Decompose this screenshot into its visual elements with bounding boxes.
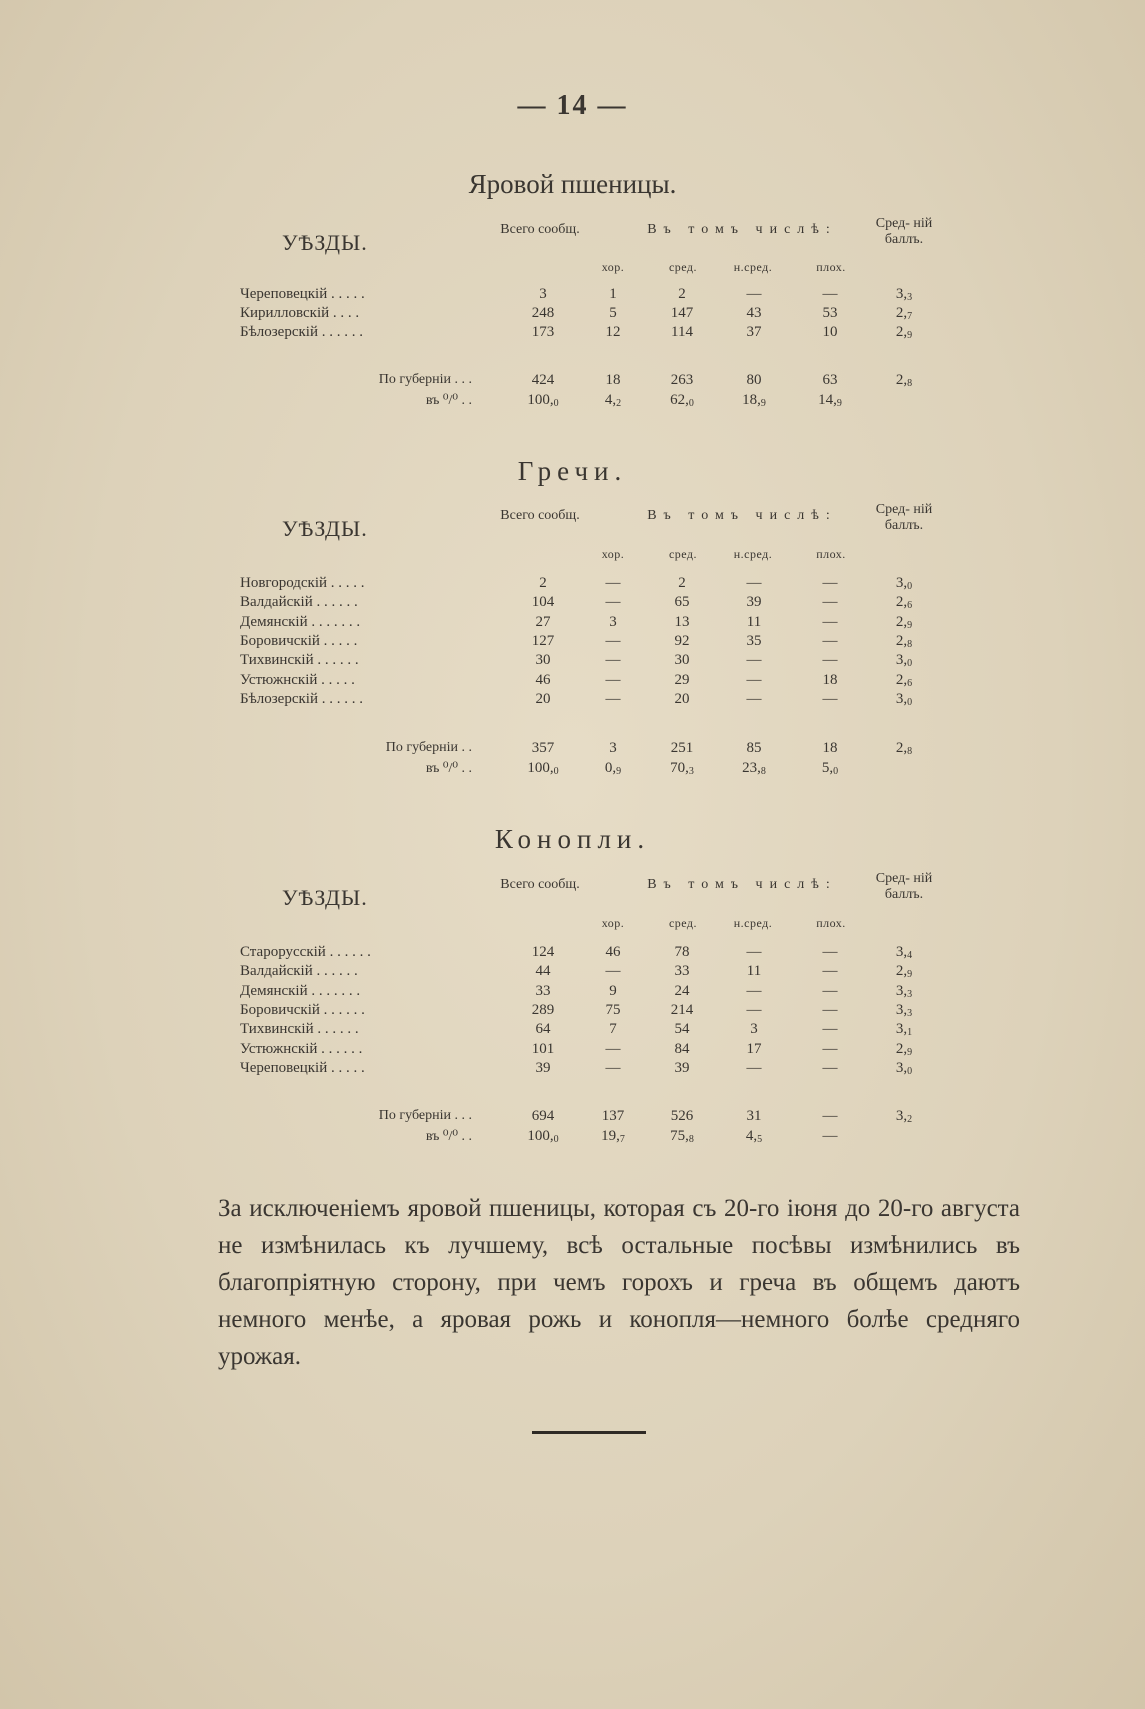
table-row <box>0 633 1145 652</box>
cell-value: $2,_9$ <box>895 963 913 981</box>
row-label <box>240 983 472 1000</box>
leader-dots: . . . . . <box>327 1059 365 1076</box>
row-label <box>240 614 472 631</box>
total-label: въ ⁰/⁰ . . <box>425 761 472 776</box>
cell-value: 85 <box>746 740 762 756</box>
cell-value: 137 <box>601 1108 625 1124</box>
total-label: въ ⁰/⁰ . . <box>425 393 472 408</box>
sub-header: сред. <box>668 916 698 930</box>
table-title: Конопли. <box>494 824 651 854</box>
cell-value: $4,_2$ <box>604 392 622 409</box>
cell-value: 11 <box>746 613 762 630</box>
cell-value: — <box>605 575 621 591</box>
district-name: Старорусскій <box>240 944 326 960</box>
cell-value: 1 <box>609 286 617 302</box>
table-title: Яровой пшеницы. <box>468 169 677 199</box>
row-label <box>240 944 472 961</box>
cell-value: $75,_8$ <box>670 1128 694 1145</box>
cell-value: 18 <box>605 372 621 388</box>
cell-value: — <box>822 1021 838 1038</box>
cell-value: 63 <box>822 372 838 388</box>
leader-dots: . . . . . . <box>312 594 358 611</box>
cell-value: — <box>822 944 838 960</box>
cell-value: 64 <box>535 1021 551 1038</box>
cell-value: 9 <box>609 982 617 999</box>
cell-value: 248 <box>531 305 555 321</box>
sub-header: хор. <box>601 260 625 274</box>
leader-dots: . . . . . . <box>313 1021 359 1038</box>
cell-value: $18,_9$ <box>742 392 766 409</box>
table-row <box>0 575 1145 594</box>
cell-value: — <box>822 286 838 302</box>
cell-value: — <box>822 575 838 591</box>
district-name: Валдайскій <box>240 594 313 611</box>
row-label <box>240 652 472 669</box>
cell-value: — <box>822 1040 838 1057</box>
header-vtom-chisle: Въ томъ числѣ: <box>647 877 837 892</box>
page-number: — 14 — <box>517 90 628 121</box>
row-label <box>240 1021 472 1038</box>
cell-value: — <box>822 1108 838 1124</box>
header-uezdy: УѢЗДЫ. <box>282 885 368 910</box>
cell-value: 65 <box>674 594 690 611</box>
cell-value: 173 <box>531 324 555 340</box>
cell-value: — <box>605 963 621 980</box>
cell-value: $14,_9$ <box>818 392 842 409</box>
cell-value: $100,_0$ <box>527 392 559 409</box>
district-name: Череповецкій <box>240 286 328 302</box>
cell-value: — <box>746 690 762 707</box>
district-name: Валдайскій <box>240 963 313 980</box>
district-name: Кирилловскій <box>240 305 330 321</box>
table-title: Гречи. <box>517 456 628 486</box>
district-name: Устюжнскій <box>240 671 318 688</box>
cell-value: 30 <box>674 652 690 669</box>
cell-value: 101 <box>531 1040 555 1057</box>
cell-value: $3,_3$ <box>895 982 913 1000</box>
cell-value: 31 <box>746 1108 762 1124</box>
cell-value: 35 <box>746 632 762 649</box>
cell-value: 39 <box>674 1059 690 1076</box>
cell-value: — <box>822 1001 838 1018</box>
cell-value: $2,_7$ <box>895 305 913 322</box>
cell-value: — <box>822 690 838 707</box>
cell-value: 53 <box>822 305 838 321</box>
cell-value: 2 <box>539 575 547 591</box>
cell-value: — <box>746 944 762 960</box>
cell-value: 2 <box>678 286 686 302</box>
row-label <box>240 324 472 341</box>
header-vsego: Всего сообщ. <box>500 508 580 523</box>
cell-value: — <box>746 575 762 591</box>
cell-value: $3,_0$ <box>895 652 913 670</box>
cell-value: $3,_0$ <box>895 1059 913 1077</box>
leader-dots: . . . . . . <box>317 1040 363 1057</box>
row-label <box>240 286 472 303</box>
cell-value: 147 <box>670 305 694 321</box>
leader-dots: . . . . . <box>327 286 365 302</box>
cell-value: — <box>822 652 838 669</box>
cell-value: $100,_0$ <box>527 1128 559 1145</box>
cell-value: — <box>822 1059 838 1076</box>
leader-dots: . . . . . <box>327 575 365 591</box>
cell-value: 39 <box>746 594 762 611</box>
cell-value: — <box>746 671 762 688</box>
cell-value: — <box>605 1059 621 1076</box>
cell-value: 24 <box>674 982 690 999</box>
cell-value: $2,_8$ <box>895 740 913 757</box>
table-row <box>0 672 1145 691</box>
header-avg-ball: Сред- ній баллъ. <box>875 871 933 902</box>
table-row <box>0 652 1145 671</box>
cell-value: $2,_9$ <box>895 1040 913 1058</box>
sub-header: н.сред. <box>733 547 773 561</box>
row-label <box>240 1060 472 1077</box>
cell-value: 33 <box>535 982 551 999</box>
leader-dots: . . . . . <box>317 671 355 688</box>
cell-value: 263 <box>670 372 694 388</box>
cell-value: 694 <box>531 1108 555 1124</box>
row-label <box>240 633 472 650</box>
sub-header: сред. <box>668 260 698 274</box>
cell-value: $2,_6$ <box>895 594 913 612</box>
cell-value: $23,_8$ <box>742 760 766 777</box>
cell-value: — <box>746 1001 762 1018</box>
cell-value: 44 <box>535 963 551 980</box>
cell-value: 17 <box>746 1040 762 1057</box>
row-label <box>240 575 472 592</box>
cell-value: $19,_7$ <box>601 1128 625 1145</box>
district-name: Демянскій <box>240 613 308 630</box>
cell-value: 104 <box>531 594 555 611</box>
header-vtom-chisle: Въ томъ числѣ: <box>647 222 837 237</box>
cell-value: 39 <box>535 1059 551 1076</box>
cell-value: 357 <box>531 740 555 756</box>
cell-value: $100,_0$ <box>527 760 559 777</box>
cell-value: 127 <box>531 632 555 649</box>
cell-value: — <box>605 671 621 688</box>
cell-value: 37 <box>746 324 762 340</box>
sub-header: н.сред. <box>733 260 773 274</box>
cell-value: 29 <box>674 671 690 688</box>
leader-dots: . . . . . . <box>313 652 359 669</box>
total-label: въ ⁰/⁰ . . <box>425 1129 472 1144</box>
cell-value: 124 <box>531 944 555 960</box>
leader-dots: . . . . . . <box>325 944 371 960</box>
district-name: Боровичскій <box>240 632 320 649</box>
total-row <box>0 1108 1145 1127</box>
cell-value: 13 <box>674 613 690 630</box>
cell-value: 3 <box>609 613 617 630</box>
table-row <box>0 286 1145 305</box>
leader-dots: . . . . . . . <box>307 982 361 999</box>
district-name: Устюжнскій <box>240 1040 318 1057</box>
leader-dots: . . . . . <box>319 632 358 649</box>
cell-value: — <box>822 613 838 630</box>
cell-value: — <box>605 1040 621 1057</box>
sub-header: н.сред. <box>733 916 773 930</box>
header-vsego: Всего сообщ. <box>500 222 580 237</box>
cell-value: 526 <box>670 1108 694 1124</box>
district-name: Демянскій <box>240 982 308 999</box>
cell-value: 78 <box>674 944 690 960</box>
header-vsego: Всего сообщ. <box>500 877 580 892</box>
cell-value: — <box>822 963 838 980</box>
cell-value: 33 <box>674 963 690 980</box>
total-row <box>0 1128 1145 1147</box>
district-name: Череповецкій <box>240 1059 328 1076</box>
table-row <box>0 1060 1145 1079</box>
cell-value: 75 <box>605 1001 621 1018</box>
cell-value: 18 <box>822 740 838 756</box>
cell-value: — <box>605 632 621 649</box>
row-label <box>240 672 472 689</box>
district-name: Боровичскій <box>240 1001 320 1018</box>
leader-dots: . . . . . . . <box>307 613 361 630</box>
header-uezdy: УѢЗДЫ. <box>282 516 368 541</box>
total-label: По губерніи . . <box>385 740 472 755</box>
cell-value: $2,_8$ <box>895 372 913 389</box>
cell-value: 114 <box>671 324 693 340</box>
row-label <box>240 1002 472 1019</box>
cell-value: $62,_0$ <box>670 392 694 409</box>
cell-value: 92 <box>674 632 690 649</box>
table-row <box>0 944 1145 963</box>
leader-dots: . . . . . . <box>312 963 358 980</box>
cell-value: 20 <box>674 690 690 707</box>
district-name: Новгородскій <box>240 575 328 591</box>
cell-value: 84 <box>674 1040 690 1057</box>
cell-value: $2,_6$ <box>895 671 913 689</box>
cell-value: 46 <box>605 944 621 960</box>
cell-value: $3,_0$ <box>895 690 913 708</box>
sub-header: плох. <box>816 547 846 561</box>
cell-value: — <box>746 652 762 669</box>
cell-value: 251 <box>670 740 694 756</box>
district-name: Тихвинскій <box>240 1021 314 1038</box>
row-label <box>240 594 472 611</box>
total-row <box>0 740 1145 759</box>
cell-value: 27 <box>535 613 551 630</box>
cell-value: 5 <box>609 305 617 321</box>
cell-value: $0,_9$ <box>604 760 622 777</box>
cell-value: 7 <box>609 1021 617 1038</box>
row-label <box>240 963 472 980</box>
total-row <box>0 392 1145 411</box>
cell-value: 30 <box>535 652 551 669</box>
summary-paragraph: За исключеніемъ яровой пшеницы, которая съ 20-го іюня до 20-го августа не измѣнилась къ лучшему, всѣ остальные посѣвы измѣнились въ благопріятную сторону, при чемъ горохъ и греча въ общемъ даютъ немного менѣе, а яровая рожь и конопля—немного болѣе средняго урожая. <box>218 1195 1020 1370</box>
cell-value: $2,_8$ <box>895 632 913 650</box>
cell-value: 214 <box>670 1001 694 1018</box>
cell-value: $3,_0$ <box>895 575 913 592</box>
cell-value: 54 <box>674 1021 690 1038</box>
leader-dots: . . . . . . <box>319 1001 365 1018</box>
sub-header: плох. <box>816 260 846 274</box>
cell-value: — <box>746 982 762 999</box>
table-row <box>0 691 1145 710</box>
cell-value: — <box>605 594 621 611</box>
header-vtom-chisle: Въ томъ числѣ: <box>647 508 837 523</box>
leader-dots: . . . . . . <box>317 690 363 707</box>
header-avg-ball: Сред- ній баллъ. <box>875 502 933 533</box>
total-label: По губерніи . . . <box>378 372 472 387</box>
cell-value: 10 <box>822 324 838 340</box>
cell-value: 12 <box>605 324 621 340</box>
table-row <box>0 963 1145 982</box>
sub-header: плох. <box>816 916 846 930</box>
district-name: Бѣлозерскій <box>240 690 318 707</box>
cell-value: 289 <box>531 1001 555 1018</box>
cell-value: $3,_3$ <box>895 286 913 303</box>
cell-value: 3 <box>539 286 547 302</box>
cell-value: — <box>746 286 762 302</box>
cell-value: 80 <box>746 372 762 388</box>
cell-value: — <box>605 690 621 707</box>
total-row <box>0 760 1145 779</box>
table-row <box>0 1021 1145 1040</box>
cell-value: $3,_1$ <box>895 1021 913 1039</box>
cell-value: 3 <box>609 740 617 756</box>
table-row <box>0 594 1145 613</box>
total-row <box>0 372 1145 391</box>
header-avg-ball: Сред- ній баллъ. <box>875 216 933 247</box>
cell-value: — <box>822 632 838 649</box>
cell-value: $3,_3$ <box>895 1001 913 1019</box>
cell-value: $70,_3$ <box>670 760 694 777</box>
table-row <box>0 1002 1145 1021</box>
sub-header: хор. <box>601 916 625 930</box>
table-row <box>0 305 1145 324</box>
sub-header: сред. <box>668 547 698 561</box>
cell-value: — <box>822 594 838 611</box>
table-row <box>0 1041 1145 1060</box>
total-label: По губерніи . . . <box>378 1108 472 1123</box>
row-label <box>240 305 472 322</box>
cell-value: — <box>605 652 621 669</box>
cell-value: 11 <box>746 963 762 980</box>
district-name: Тихвинскій <box>240 652 314 669</box>
cell-value: $2,_9$ <box>895 324 913 341</box>
end-rule <box>532 1431 646 1434</box>
cell-value: $4,_5$ <box>745 1128 763 1145</box>
row-label <box>240 691 472 708</box>
cell-value: $5,_0$ <box>821 760 839 777</box>
row-label <box>240 1041 472 1058</box>
sub-header: хор. <box>601 547 625 561</box>
cell-value: 20 <box>535 690 551 707</box>
cell-value: 43 <box>746 305 762 321</box>
table-row <box>0 983 1145 1002</box>
cell-value: $3,_2$ <box>895 1108 913 1125</box>
leader-dots: . . . . . . <box>317 324 363 340</box>
cell-value: 18 <box>822 671 838 688</box>
cell-value: — <box>746 1059 762 1076</box>
table-row <box>0 324 1145 343</box>
cell-value: — <box>822 982 838 999</box>
cell-value: — <box>822 1128 838 1144</box>
cell-value: 3 <box>750 1021 758 1038</box>
cell-value: 424 <box>531 372 555 388</box>
table-row <box>0 614 1145 633</box>
header-uezdy: УѢЗДЫ. <box>282 230 368 255</box>
cell-value: $3,_4$ <box>895 944 913 961</box>
cell-value: $2,_9$ <box>895 613 913 631</box>
cell-value: 2 <box>678 575 686 591</box>
district-name: Бѣлозерскій <box>240 324 318 340</box>
cell-value: 46 <box>535 671 551 688</box>
leader-dots: . . . . <box>329 305 360 321</box>
